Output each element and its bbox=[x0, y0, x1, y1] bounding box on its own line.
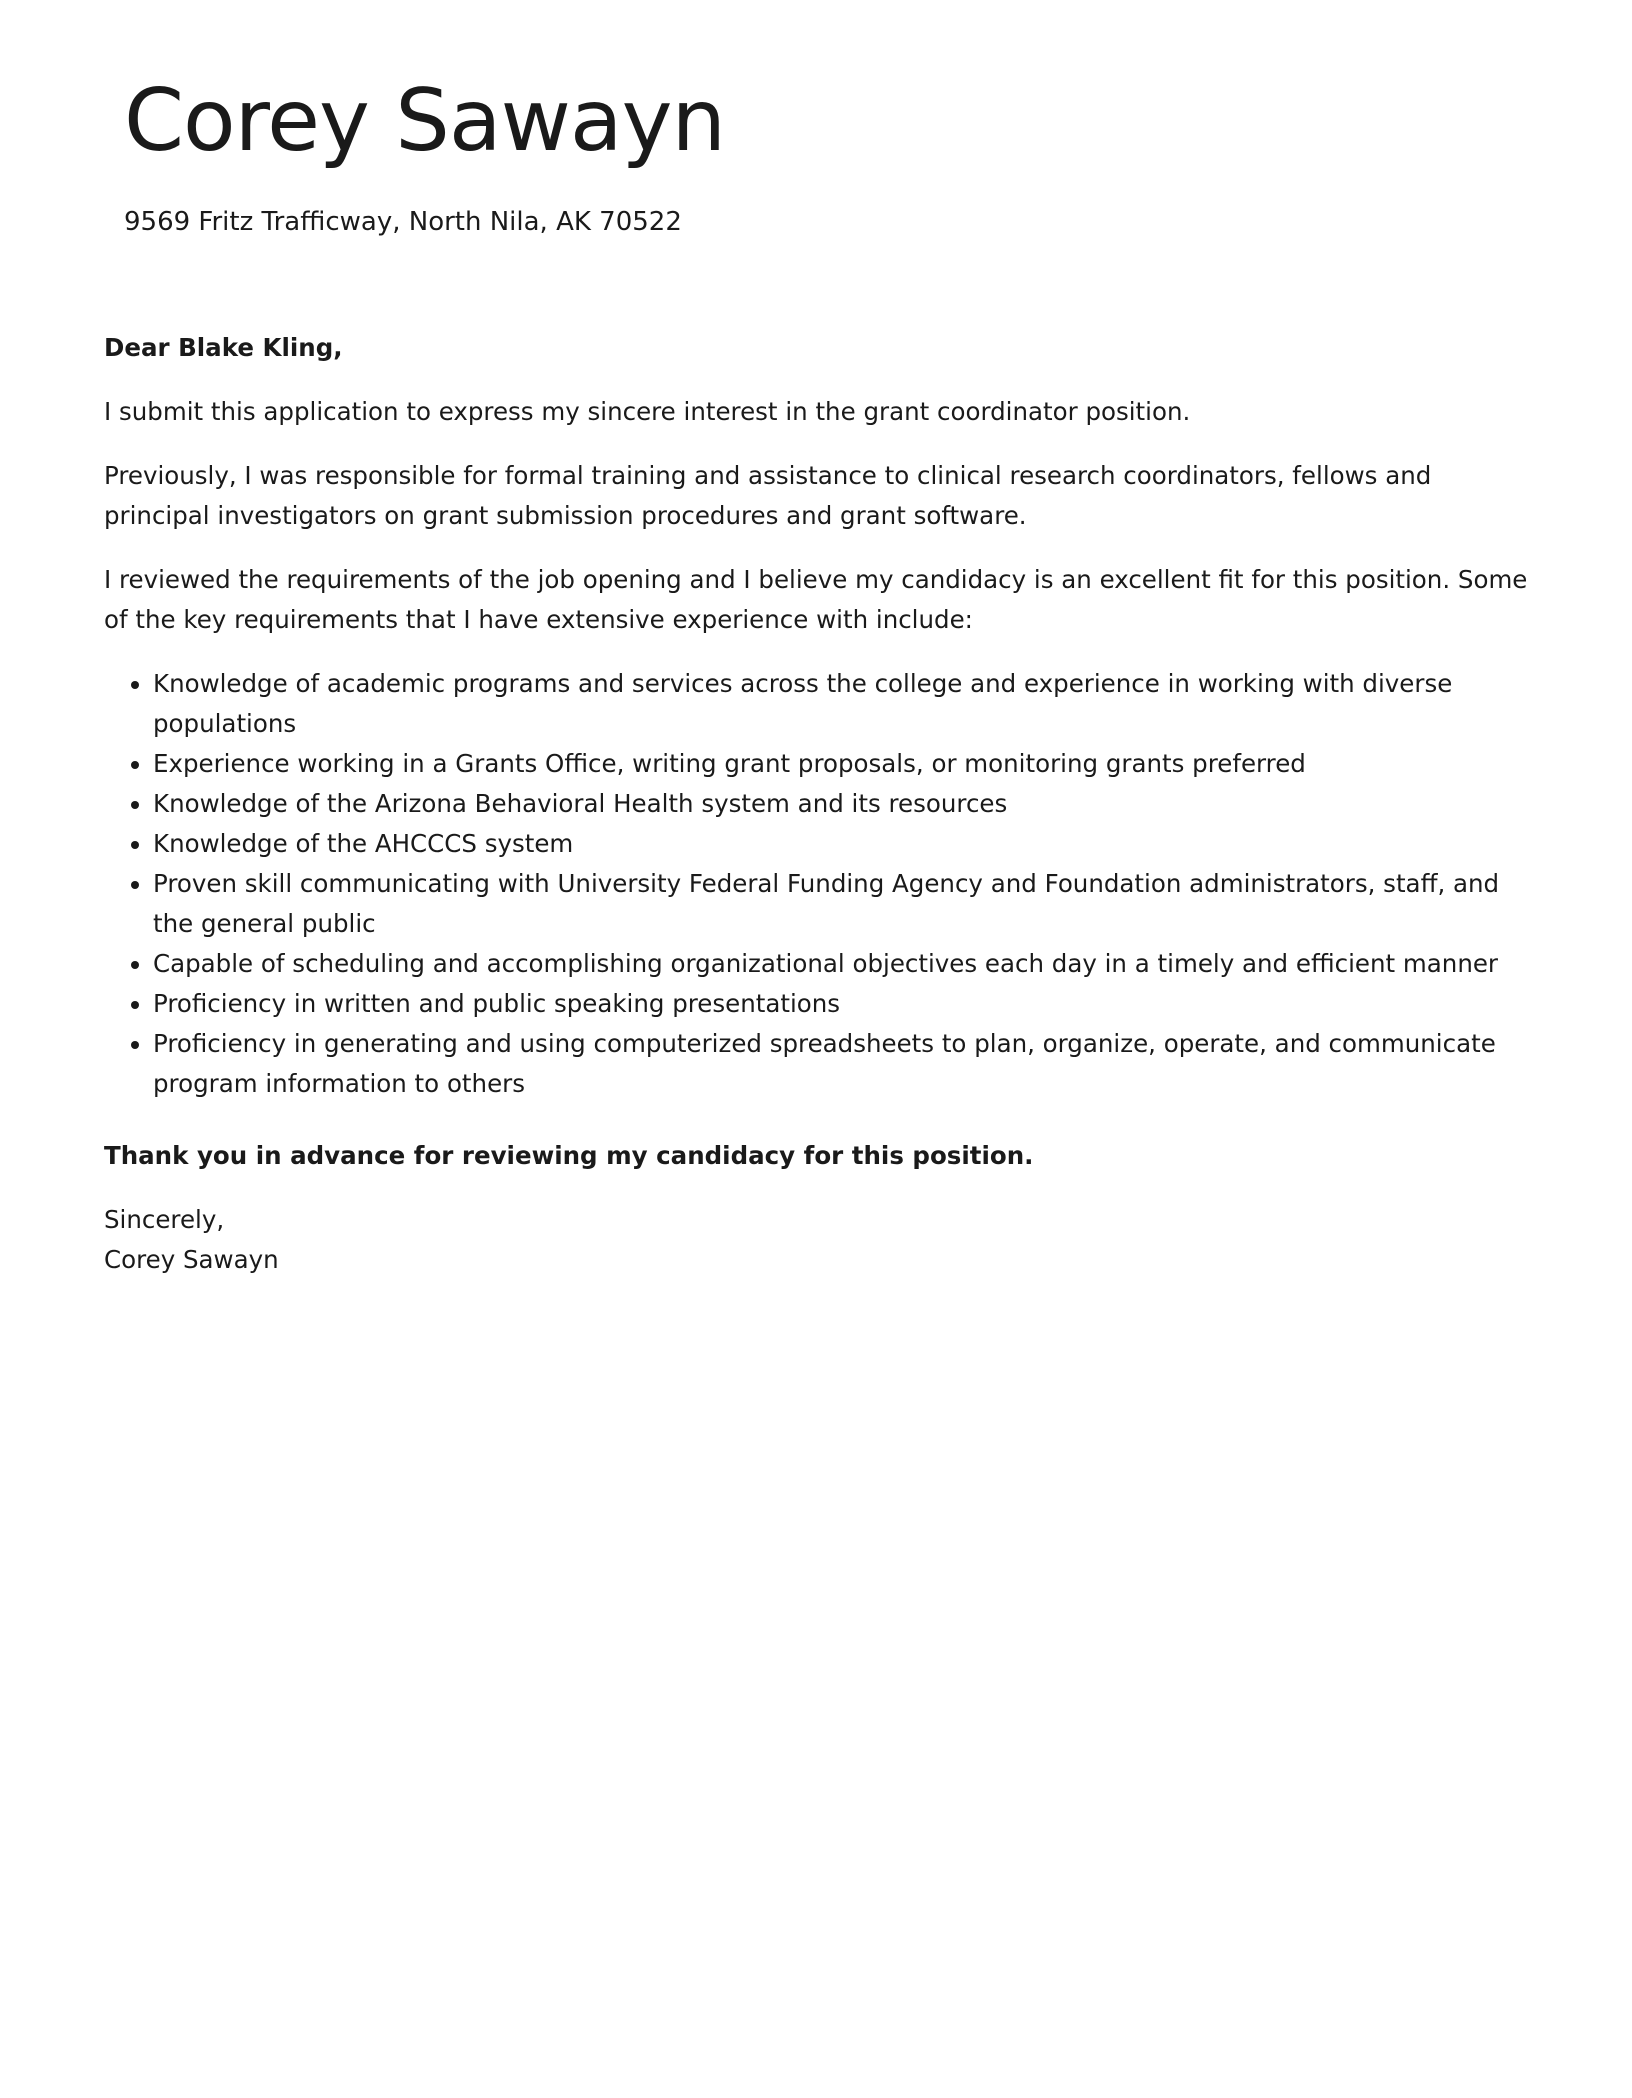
closing-line: Thank you in advance for reviewing my candidacy for this position. bbox=[104, 1141, 1034, 1170]
signature-name: Corey Sawayn bbox=[104, 1245, 279, 1274]
requirements-paragraph: I reviewed the requirements of the job opening and I believe my candidacy is an excellent fit for this position. Some of the key requirements that I have extensive experience with include: bbox=[104, 565, 1528, 634]
applicant-address: 9569 Fritz Trafficway, North Nila, AK 70522 bbox=[124, 207, 682, 237]
list-item: • Experience working in a Grants Office, writing grant proposals, or monitoring grants preferred bbox=[153, 744, 1544, 784]
list-item: • Proven skill communicating with University Federal Funding Agency and Foundation administrators, staff, and the general public bbox=[153, 864, 1544, 944]
list-item: • Knowledge of the Arizona Behavioral Health system and its resources bbox=[153, 784, 1544, 824]
letter-body bbox=[104, 328, 1544, 1280]
list-item: • Knowledge of academic programs and services across the college and experience in working with diverse populations bbox=[153, 664, 1544, 744]
intro-paragraph: I submit this application to express my sincere interest in the grant coordinator position. bbox=[104, 397, 1191, 426]
signoff bbox=[104, 1200, 1544, 1280]
list-item: • Proficiency in written and public speaking presentations bbox=[153, 984, 1544, 1024]
list-item: • Knowledge of the AHCCCS system bbox=[153, 824, 1544, 864]
applicant-name: Corey Sawayn bbox=[124, 71, 726, 171]
signoff-text: Sincerely, bbox=[104, 1205, 225, 1234]
requirements-list bbox=[104, 664, 1544, 1104]
list-item: • Proficiency in generating and using computerized spreadsheets to plan, organize, operate, and communicate program information to others bbox=[153, 1024, 1544, 1104]
experience-paragraph: Previously, I was responsible for formal training and assistance to clinical research coordinators, fellows and principal investigators on grant submission procedures and grant software. bbox=[104, 461, 1432, 530]
salutation: Dear Blake Kling, bbox=[104, 333, 343, 362]
list-item: • Capable of scheduling and accomplishing organizational objectives each day in a timely and efficient manner bbox=[153, 944, 1544, 984]
